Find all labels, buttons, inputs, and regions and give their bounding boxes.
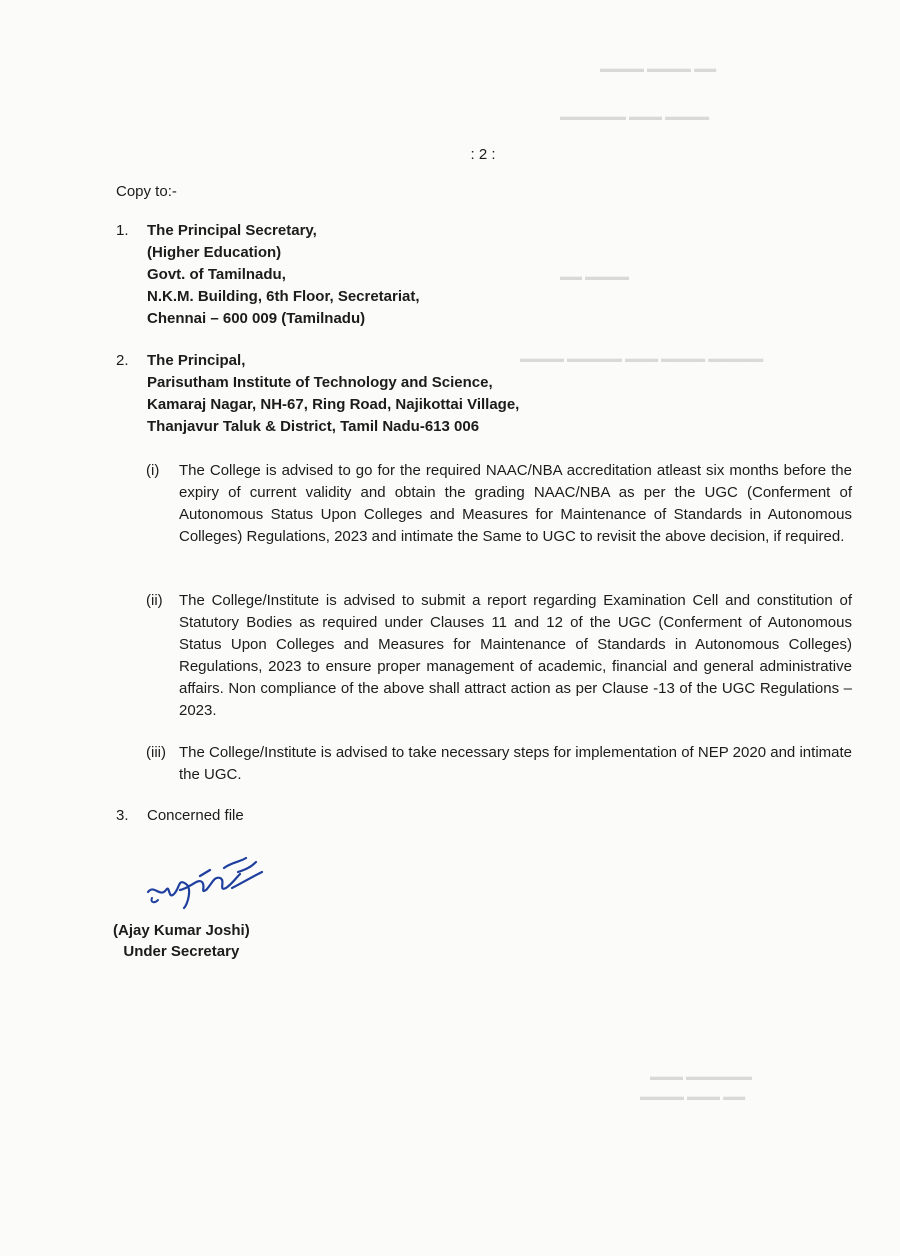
address-line: Thanjavur Taluk & District, Tamil Nadu-613 006: [147, 418, 480, 435]
condition-number: (iii): [146, 744, 166, 761]
recipient-address: [147, 350, 519, 438]
recipient-address: [147, 220, 420, 330]
address-line: The Principal,: [147, 352, 246, 369]
condition-number: (i): [146, 462, 160, 479]
concerned-number: 3.: [116, 807, 129, 824]
copy-to-label: Copy to:-: [116, 183, 177, 200]
signatory-block: [113, 920, 250, 962]
bleed-through-decoration: ▬▬▬▬ ▬▬▬▬ ▬▬: [600, 63, 717, 75]
concerned-text: Concerned file: [147, 807, 244, 824]
page-number: : 2 :: [470, 146, 496, 163]
condition-text: The College is advised to go for the required NAAC/NBA accreditation atleast six months before the expiry of current validity and obtain the grading NAAC/NBA as per the UGC (Conferment of Autonomous Status Upon Colleges and Measures for Maintenance of Standards in Autonomous Colleges) Regulations, 2023 and intimate the Same to UGC to revisit the above decision, if required.: [179, 462, 852, 545]
address-line: (Higher Education): [147, 244, 282, 261]
condition-text: The College/Institute is advised to take necessary steps for implementation of NEP 2020 and intimate the UGC.: [179, 744, 852, 783]
bleed-through-decoration: ▬▬ ▬▬▬▬: [560, 271, 630, 283]
recipient-number: 2.: [116, 352, 129, 369]
address-line: Parisutham Institute of Technology and Science,: [147, 374, 493, 391]
signatory-name: (Ajay Kumar Joshi): [113, 922, 250, 939]
condition-number: (ii): [146, 592, 163, 609]
recipient-number: 1.: [116, 222, 129, 239]
handwritten-signature: [140, 848, 270, 918]
bleed-through-decoration: ▬▬▬ ▬▬▬▬▬▬: [650, 1071, 753, 1083]
condition-text: The College/Institute is advised to submit a report regarding Examination Cell and constitution of Statutory Bodies as required under Clauses 11 and 12 of the UGC (Conferment of Autonomous Status Upon Colleges and Measures for Maintenance of Standards in Autonomous Colleges) Regulations, 2023 to ensure proper management of academic, financial and general administrative affairs. Non compliance of the above shall attract action as per Clause -13 of the UGC Regulations – 2023.: [179, 592, 852, 719]
address-line: Govt. of Tamilnadu,: [147, 266, 286, 283]
address-line: Kamaraj Nagar, NH-67, Ring Road, Najikottai Village,: [147, 396, 520, 413]
bleed-through-decoration: ▬▬▬▬ ▬▬▬ ▬▬: [640, 1091, 746, 1103]
bleed-through-decoration: ▬▬▬▬▬▬ ▬▬▬ ▬▬▬▬: [560, 111, 710, 123]
bleed-through-decoration: ▬▬▬▬ ▬▬▬▬▬ ▬▬▬ ▬▬▬▬ ▬▬▬▬▬: [520, 353, 764, 365]
address-line: The Principal Secretary,: [147, 222, 317, 239]
signatory-designation: Under Secretary: [123, 943, 240, 960]
address-line: N.K.M. Building, 6th Floor, Secretariat,: [147, 288, 420, 305]
address-line: Chennai – 600 009 (Tamilnadu): [147, 310, 366, 327]
